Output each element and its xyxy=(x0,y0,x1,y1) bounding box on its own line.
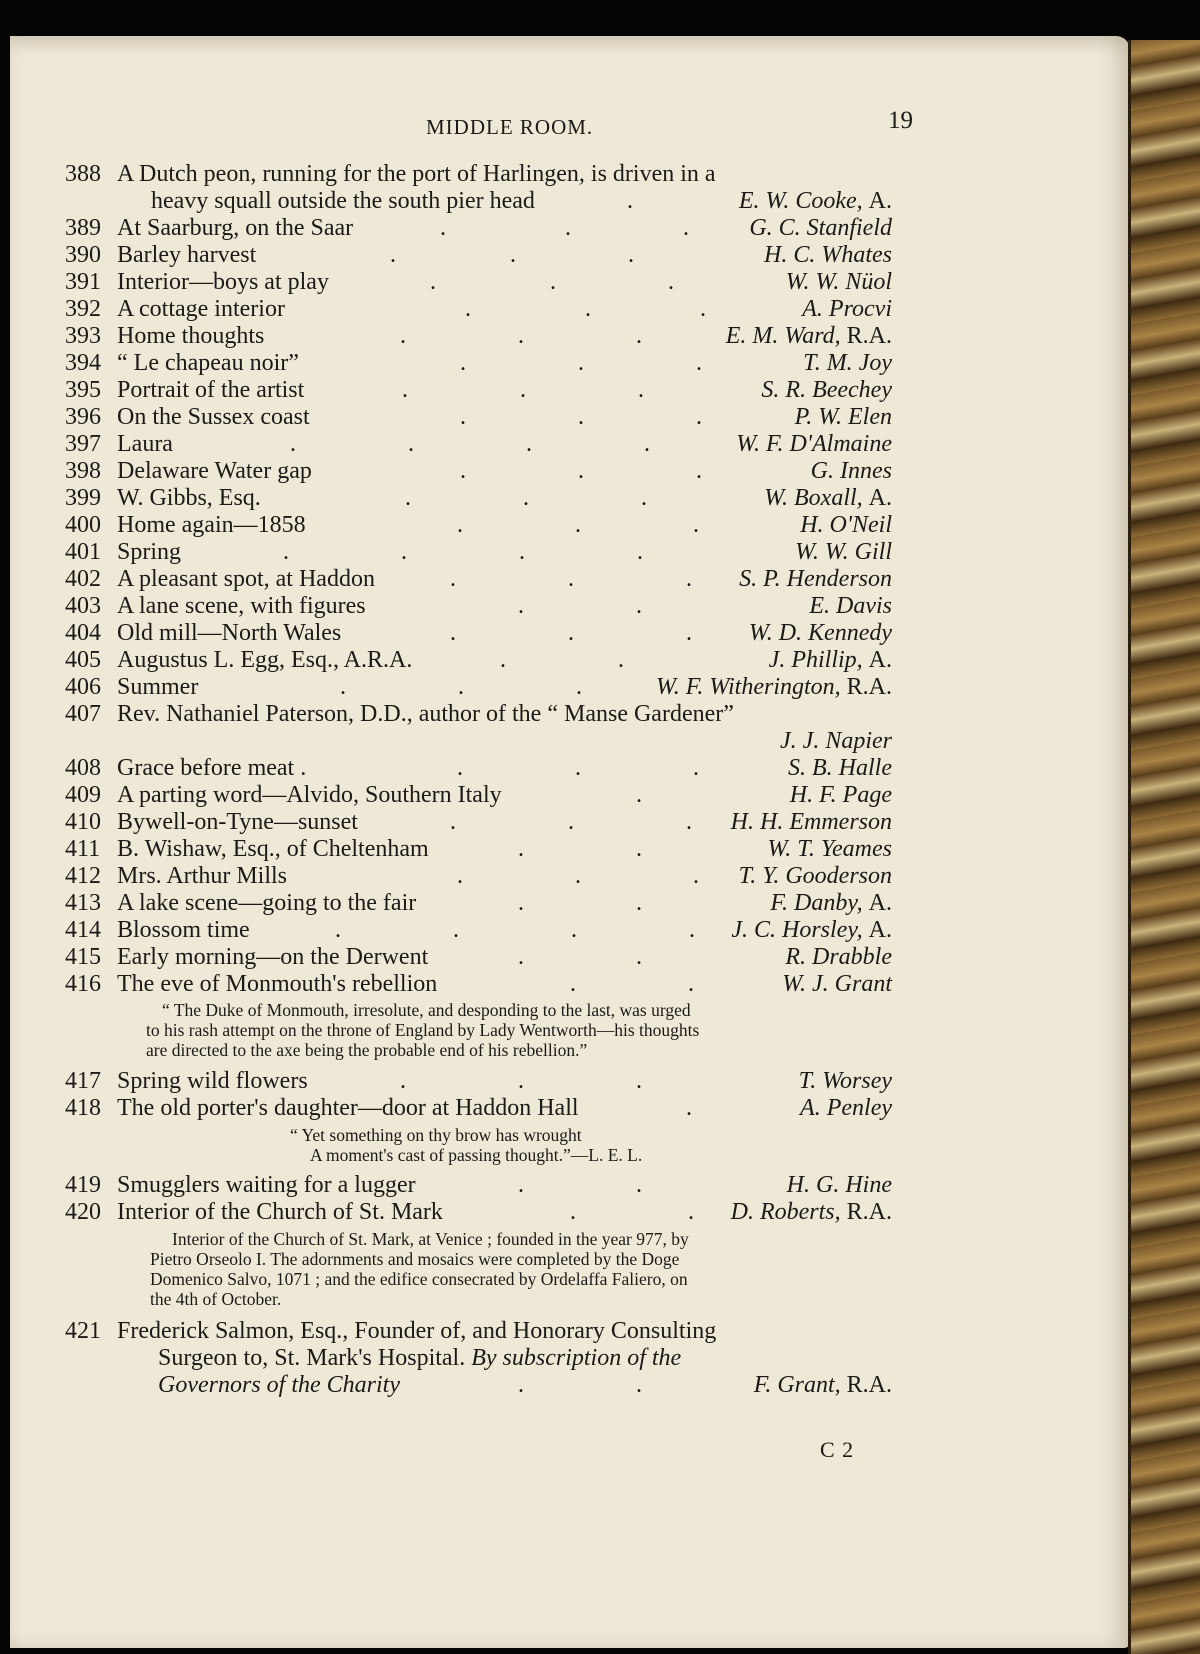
entry-411: 411 B. Wishaw, Esq., of Cheltenham . . W. T. Yeames xyxy=(65,836,892,862)
quote-416-line-2: to his rash attempt on the throne of England by Lady Wentworth—his thoughts xyxy=(146,1020,700,1040)
quote-416-line-3: are directed to the axe being the probable end of his rebellion.” xyxy=(146,1040,588,1060)
entry-artist: H. O'Neil xyxy=(800,512,892,538)
entry-389: 389 At Saarburg, on the Saar . . . G. C. Stanfield xyxy=(65,215,892,241)
entry-396: 396 On the Sussex coast . . . P. W. Elen xyxy=(65,404,892,430)
catalogue-page xyxy=(10,36,1130,1648)
page-number: 19 xyxy=(888,107,913,134)
note-420-line-4: the 4th of October. xyxy=(150,1289,282,1309)
entry-artist: S. P. Henderson xyxy=(739,566,892,592)
entry-419: 419 Smugglers waiting for a lugger . . H. G. Hine xyxy=(65,1172,892,1198)
note-420-line-1: Interior of the Church of St. Mark, at Venice ; founded in the year 977, by xyxy=(172,1229,689,1249)
entry-artist: T. Y. Gooderson xyxy=(738,863,892,889)
entry-402: 402 A pleasant spot, at Haddon . . . S. P. Henderson xyxy=(65,566,892,592)
entry-418: 418 The old porter's daughter—door at Haddon Hall . A. Penley xyxy=(65,1095,892,1121)
entry-artist: D. Roberts, R.A. xyxy=(730,1199,892,1225)
entry-420: 420 Interior of the Church of St. Mark . . D. Roberts, R.A. xyxy=(65,1199,892,1225)
entry-407: 407 Rev. Nathaniel Paterson, D.D., author of the “ Manse Gardener” xyxy=(65,701,734,727)
entry-artist: T. M. Joy xyxy=(803,350,892,376)
quote-418-line-2: A moment's cast of passing thought.”—L. E. L. xyxy=(310,1145,643,1165)
entry-394: 394 “ Le chapeau noir” . . . T. M. Joy xyxy=(65,350,892,376)
entry-407-artist-line xyxy=(10,727,1130,755)
entry-artist: W. F. D'Almaine xyxy=(736,431,892,457)
entry-artist: E. Davis xyxy=(809,593,892,619)
entry-388 xyxy=(10,160,1130,188)
entry-artist: H. G. Hine xyxy=(786,1172,892,1198)
entry-artist: G. Innes xyxy=(810,458,892,484)
entry-413: 413 A lake scene—going to the fair . . F. Danby, A. xyxy=(65,890,892,916)
entry-artist: W. D. Kennedy xyxy=(748,620,892,646)
entry-421-cont: Surgeon to, St. Mark's Hospital. By subscription of the xyxy=(158,1345,682,1371)
entry-artist: H. C. Whates xyxy=(764,242,892,268)
entry-416: 416 The eve of Monmouth's rebellion . . W. J. Grant xyxy=(65,971,892,997)
entry-388-cont: heavy squall outside the south pier head . E. W. Cooke, A. xyxy=(151,188,892,214)
entry-397: 397 Laura . . . . W. F. D'Almaine xyxy=(65,431,892,457)
entry-artist: T. Worsey xyxy=(798,1068,892,1094)
entry-artist: W. F. Witherington, R.A. xyxy=(655,674,892,700)
entry-artist: J. Phillip, A. xyxy=(768,647,892,673)
entry-artist: E. W. Cooke, A. xyxy=(738,188,892,214)
entry-421-cont-2: Governors of the Charity . . F. Grant, R.A. xyxy=(158,1372,892,1398)
entry-title: A Dutch peon, running for the port of Harlingen, is driven in a xyxy=(117,161,716,187)
entry-401: 401 Spring . . . . W. W. Gill xyxy=(65,539,892,565)
entry-392: 392 A cottage interior . . . A. Procvi xyxy=(65,296,892,322)
entry-artist: J. C. Horsley, A. xyxy=(731,917,892,943)
entry-artist: W. W. Gill xyxy=(795,539,892,565)
entry-artist: H. F. Page xyxy=(789,782,892,808)
entry-number: 388 xyxy=(65,161,101,187)
entry-artist: J. J. Napier xyxy=(780,728,892,754)
entry-417: 417 Spring wild flowers . . . T. Worsey xyxy=(65,1068,892,1094)
entry-title-continued: heavy squall outside the south pier head xyxy=(151,188,535,214)
entry-artist: H. H. Emmerson xyxy=(730,809,892,835)
entry-398: 398 Delaware Water gap . . . G. Innes xyxy=(65,458,892,484)
entry-404: 404 Old mill—North Wales . . . W. D. Kennedy xyxy=(65,620,892,646)
entry-412: 412 Mrs. Arthur Mills . . . T. Y. Gooderson xyxy=(65,863,892,889)
entry-artist: F. Grant, R.A. xyxy=(753,1372,892,1398)
entry-409: 409 A parting word—Alvido, Southern Italy . H. F. Page xyxy=(65,782,892,808)
quote-418-line-1: “ Yet something on thy brow has wrought xyxy=(290,1125,582,1145)
entry-414: 414 Blossom time . . . . J. C. Horsley, A. xyxy=(65,917,892,943)
entry-406: 406 Summer . . . W. F. Witherington, R.A. xyxy=(65,674,892,700)
entry-410: 410 Bywell-on-Tyne—sunset . . . H. H. Emmerson xyxy=(65,809,892,835)
entry-400: 400 Home again—1858 . . . H. O'Neil xyxy=(65,512,892,538)
entry-artist: E. M. Ward, R.A. xyxy=(725,323,892,349)
entry-artist: F. Danby, A. xyxy=(770,890,892,916)
quote-416-line-1: “ The Duke of Monmouth, irresolute, and desponding to the last, was urged xyxy=(162,1000,691,1020)
entry-391: 391 Interior—boys at play . . . W. W. Nüol xyxy=(65,269,892,295)
entry-artist: W. J. Grant xyxy=(782,971,892,997)
entry-artist: S. B. Halle xyxy=(788,755,892,781)
entry-390: 390 Barley harvest . . . H. C. Whates xyxy=(65,242,892,268)
entry-405: 405 Augustus L. Egg, Esq., A.R.A. . . J. Phillip, A. xyxy=(65,647,892,673)
entry-artist: A. Penley xyxy=(800,1095,892,1121)
signature-mark: C 2 xyxy=(820,1437,855,1462)
entry-artist: W. W. Nüol xyxy=(785,269,892,295)
note-420-line-2: Pietro Orseolo I. The adornments and mosaics were completed by the Doge xyxy=(150,1249,680,1269)
entry-artist: G. C. Stanfield xyxy=(749,215,892,241)
running-head: MIDDLE ROOM. xyxy=(426,115,594,139)
entry-artist: A. Procvi xyxy=(802,296,892,322)
entry-artist: R. Drabble xyxy=(785,944,892,970)
note-420-line-3: Domenico Salvo, 1071 ; and the edifice consecrated by Ordelaffa Faliero, on xyxy=(150,1269,688,1289)
entry-403: 403 A lane scene, with figures . . E. Davis xyxy=(65,593,892,619)
book-binding-edge xyxy=(1128,40,1200,1654)
entry-artist: W. T. Yeames xyxy=(767,836,892,862)
entry-415: 415 Early morning—on the Derwent . . R. Drabble xyxy=(65,944,892,970)
entry-408: 408 Grace before meat . . . . S. B. Halle xyxy=(65,755,892,781)
entry-artist: W. Boxall, A. xyxy=(764,485,892,511)
entry-421: 421 Frederick Salmon, Esq., Founder of, and Honorary Consulting xyxy=(65,1318,717,1344)
entry-artist: S. R. Beechey xyxy=(761,377,892,403)
entry-artist: P. W. Elen xyxy=(794,404,892,430)
entry-393: 393 Home thoughts . . . E. M. Ward, R.A. xyxy=(65,323,892,349)
entry-395: 395 Portrait of the artist . . . S. R. Beechey xyxy=(65,377,892,403)
entry-399: 399 W. Gibbs, Esq. . . . W. Boxall, A. xyxy=(65,485,892,511)
